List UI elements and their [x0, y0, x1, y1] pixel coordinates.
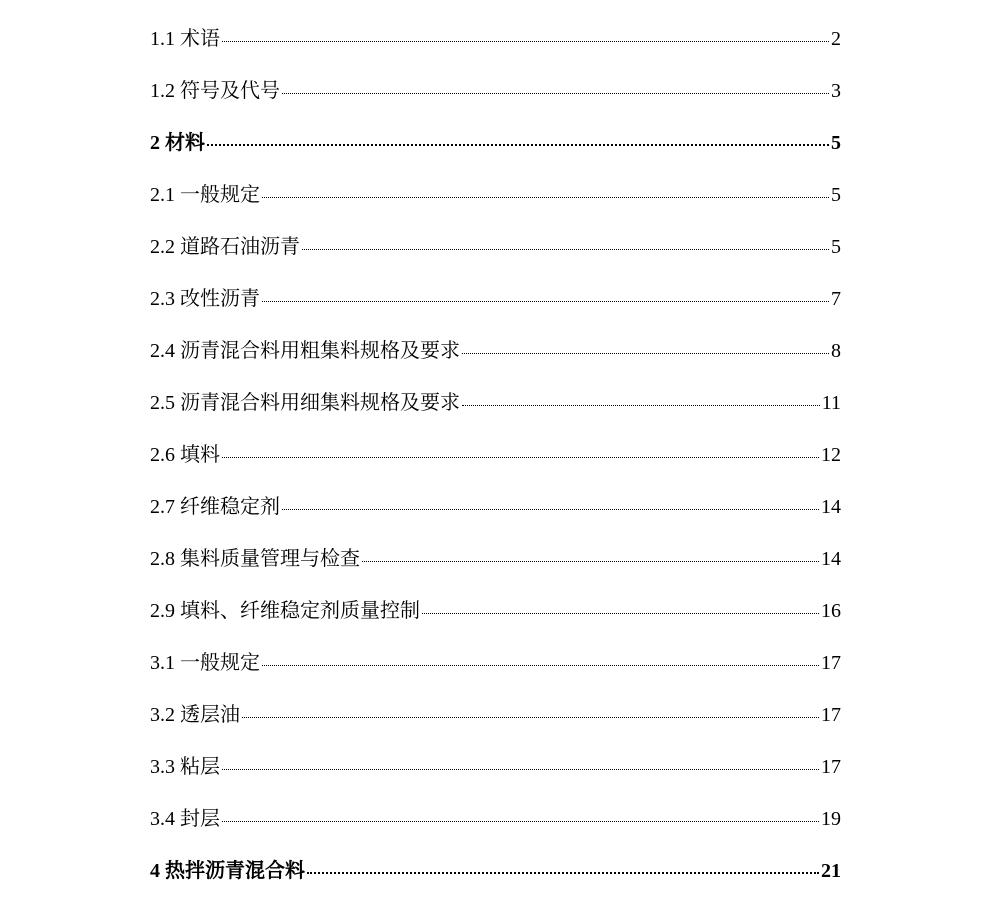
dot-leader [222, 41, 829, 42]
toc-entry-page-number: 21 [821, 860, 841, 882]
toc-entry[interactable] [150, 437, 841, 489]
dot-leader [282, 509, 819, 510]
table-of-contents [150, 21, 841, 905]
toc-entry[interactable] [150, 853, 841, 905]
dot-leader [222, 457, 819, 458]
toc-entry[interactable] [150, 73, 841, 125]
dot-leader [222, 821, 819, 822]
toc-entry-page-number: 14 [821, 496, 841, 518]
toc-entry-title: 3.2 透层油 [150, 704, 240, 726]
toc-entry-page-number: 17 [821, 756, 841, 778]
toc-entry-title: 3.3 粘层 [150, 756, 220, 778]
toc-entry-page-number: 17 [821, 704, 841, 726]
toc-entry-title: 2.8 集料质量管理与检查 [150, 548, 360, 570]
toc-entry-page-number: 3 [831, 80, 841, 102]
toc-entry[interactable] [150, 801, 841, 853]
dot-leader [282, 93, 829, 94]
toc-entry-page-number: 16 [821, 600, 841, 622]
toc-entry-page-number: 7 [831, 288, 841, 310]
toc-entry-title: 2.3 改性沥青 [150, 288, 260, 310]
toc-entry-page-number: 11 [821, 392, 841, 414]
toc-entry-title: 2 材料 [150, 132, 205, 154]
toc-entry-page-number: 5 [831, 132, 841, 154]
dot-leader [262, 197, 829, 198]
toc-entry-title: 2.9 填料、纤维稳定剂质量控制 [150, 600, 420, 622]
toc-entry-page-number: 5 [831, 236, 841, 258]
dot-leader [462, 353, 829, 354]
toc-entry-title: 1.2 符号及代号 [150, 80, 280, 102]
toc-entry[interactable] [150, 593, 841, 645]
dot-leader [207, 144, 829, 146]
dot-leader [262, 301, 829, 302]
toc-entry[interactable] [150, 281, 841, 333]
toc-entry-page-number: 12 [821, 444, 841, 466]
toc-entry-title: 1.1 术语 [150, 28, 220, 50]
dot-leader [362, 561, 819, 562]
toc-entry[interactable] [150, 21, 841, 73]
dot-leader [262, 665, 819, 666]
toc-entry-page-number: 17 [821, 652, 841, 674]
toc-entry-page-number: 5 [831, 184, 841, 206]
toc-entry-title: 2.6 填料 [150, 444, 220, 466]
toc-entry[interactable] [150, 385, 841, 437]
toc-entry-title: 2.7 纤维稳定剂 [150, 496, 280, 518]
toc-entry-title: 2.4 沥青混合料用粗集料规格及要求 [150, 340, 460, 362]
toc-entry-title: 4 热拌沥青混合料 [150, 860, 305, 882]
toc-entry-page-number: 14 [821, 548, 841, 570]
dot-leader [307, 872, 819, 874]
dot-leader [302, 249, 829, 250]
toc-entry-title: 2.1 一般规定 [150, 184, 260, 206]
toc-entry[interactable] [150, 333, 841, 385]
toc-entry-title: 3.1 一般规定 [150, 652, 260, 674]
toc-entry-page-number: 2 [831, 28, 841, 50]
toc-entry[interactable] [150, 697, 841, 749]
toc-entry-page-number: 19 [821, 808, 841, 830]
toc-entry[interactable] [150, 229, 841, 281]
toc-entry[interactable] [150, 125, 841, 177]
toc-entry-page-number: 8 [831, 340, 841, 362]
dot-leader [222, 769, 819, 770]
toc-entry[interactable] [150, 489, 841, 541]
toc-entry-title: 3.4 封层 [150, 808, 220, 830]
dot-leader [462, 405, 820, 406]
toc-entry-title: 2.5 沥青混合料用细集料规格及要求 [150, 392, 460, 414]
toc-entry[interactable] [150, 749, 841, 801]
dot-leader [242, 717, 819, 718]
toc-entry[interactable] [150, 177, 841, 229]
toc-entry[interactable] [150, 541, 841, 593]
dot-leader [422, 613, 819, 614]
toc-entry-title: 2.2 道路石油沥青 [150, 236, 300, 258]
toc-entry[interactable] [150, 645, 841, 697]
